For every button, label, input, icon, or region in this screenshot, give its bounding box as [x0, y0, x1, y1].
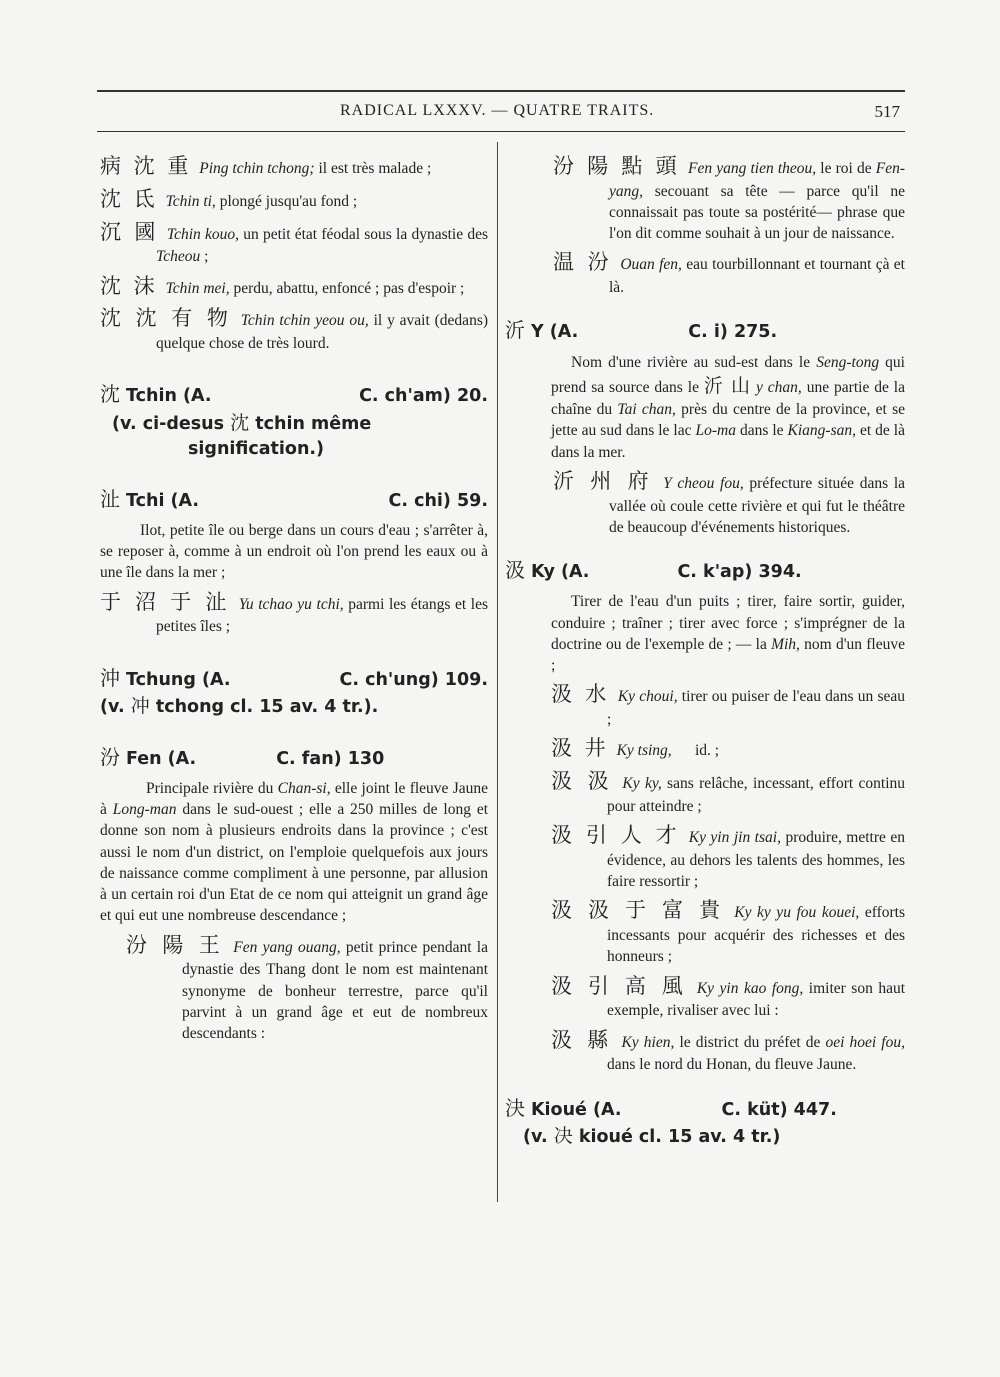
compound-entry: 汲 引 人 才 Ky yin jin tsai, produire, mettre en évidence, au dehors les talents des hommes, les faire ressortir ; [551, 823, 906, 891]
compound-entry: 汾 陽 點 頭 Fen yang tien theou, le roi de Fen-yang, secouant sa tête — parce qu'il ne connaissait pas toute sa postérité— phrase que l'on dit comme souhait à un jour de naissance. [553, 154, 906, 243]
right-column [505, 148, 905, 1151]
compound-entry: 病 沈 重 Ping tchin tchong; il est très malade ; [100, 154, 432, 178]
compound-entry: 汾 陽 王 Fen yang ouang, petit prince pendant la dynastie des Thang dont le nom est maintenant synonyme de bonheur terrestre, parce qu'il parvint à un grand âge et eut de nombreux descendants : [126, 932, 488, 1043]
compound-entry: 沉 國 Tchin kouo, un petit état féodal sous la dynastie des Tcheou ; [100, 219, 488, 266]
cross-reference: (v. 决 kioué cl. 15 av. 4 tr.) [523, 1124, 781, 1147]
definition: Tirer de l'eau d'un puits ; tirer, faire sortir, guider, conduire ; traîner ; tirer avec force ; s'imprégner de la doctrine ou de l'exemple de ; — la Mih, nom d'un fleuve ; [551, 593, 905, 675]
left-column [100, 148, 488, 1048]
compound-entry: 温 汾 Ouan fen, eau tourbillonnant et tournant çà et là. [553, 250, 905, 297]
cross-reference: (v. ci-desus 沈 tchin même [112, 411, 372, 434]
definition: Nom d'une rivière au sud-est dans le Seng-tong qui prend sa source dans le 沂 山 y chan, une partie de la chaîne du Tai chan, près du centre de la province, et se jette au sud dans le lac Lo-ma dans le Kiang-san, et de là dans la mer. [551, 353, 905, 461]
compound-entry: 汲 引 高 風 Ky yin kao fong, imiter son haut exemple, rivaliser avec lui : [551, 973, 906, 1020]
page-number: 517 [874, 102, 900, 121]
column-divider [497, 142, 498, 1202]
running-header: RADICAL LXXXV. — QUATRE TRAITS. [340, 102, 655, 119]
compound-entry: 沈 氐 Tchin ti, plongé jusqu'au fond ; [100, 186, 358, 211]
header-rule-top [97, 90, 905, 92]
cross-reference-cont: signification.) [188, 439, 325, 460]
definition: Ilot, petite île ou berge dans un cours d'eau ; s'arrêter à, se reposer à, comme à un endroit où l'on prend les eaux ou à une île dans la mer ; [100, 521, 488, 582]
compound-entry: 沈 沫 Tchin mei, perdu, abattu, enfoncé ; pas d'espoir ; [100, 273, 465, 298]
headword-kioue: 決 Kioué (A. C. küt) 447. [505, 1095, 837, 1120]
headword-tchung: 沖 Tchung (A. C. ch'ung) 109. [100, 665, 488, 690]
headword-fen: 汾 Fen (A. C. fan) 130 [100, 744, 385, 769]
headword-tchi: 沚 Tchi (A. C. chi) 59. [100, 486, 488, 511]
headword-tchin: 沈 Tchin (A. C. ch'am) 20. [100, 382, 488, 407]
compound-entry: 汲 井 Ky tsing, id. ; [551, 736, 720, 761]
compound-entry: 汲 汲 Ky ky, sans relâche, incessant, effort continu pour atteindre ; [551, 769, 905, 815]
header-rule-bottom [97, 131, 905, 132]
headword-y: 沂 Y (A. C. i) 275. [505, 318, 778, 343]
compound-entry: 于 沼 于 沚 Yu tchao yu tchi, parmi les étangs et les petites îles ; [100, 589, 489, 636]
headword-ky: 汲 Ky (A. C. k'ap) 394. [505, 558, 802, 583]
compound-entry: 汲 水 Ky choui, tirer ou puiser de l'eau dans un seau ; [551, 682, 906, 729]
compound-entry: 汲 汲 于 富 貴 Ky ky yu fou kouei, efforts incessants pour acquérir des richesses et des honneurs ; [551, 898, 905, 966]
compound-entry: 沈 沈 有 物 Tchin tchin yeou ou, il y avait (dedans) quelque chose de très lourd. [100, 306, 489, 353]
definition: Principale rivière du Chan-si, elle joint le fleuve Jaune à Long-man dans le sud-ouest ; elle a 250 milles de long et donne son nom à plusieurs endroits dans la province ; c'est aussi le nom d'un district, on l'emploie quelquefois aux jours de naissance comme compliment à une personne, par allusion à un certain roi d'un Etat de ce nom qui atteignit un grand âge et qui eut une nombreuse descendance ; [100, 779, 488, 925]
compound-entry: 沂 州 府 Y cheou fou, préfecture située dans la vallée où coule cette rivière et qui fut le théâtre de beaucoup d'événements historiques. [553, 468, 906, 536]
compound-entry: 汲 縣 Ky hien, le district du préfet de oei hoei fou, dans le nord du Honan, du fleuve Jaune. [551, 1027, 905, 1074]
cross-reference: (v. 冲 tchong cl. 15 av. 4 tr.). [100, 695, 379, 718]
